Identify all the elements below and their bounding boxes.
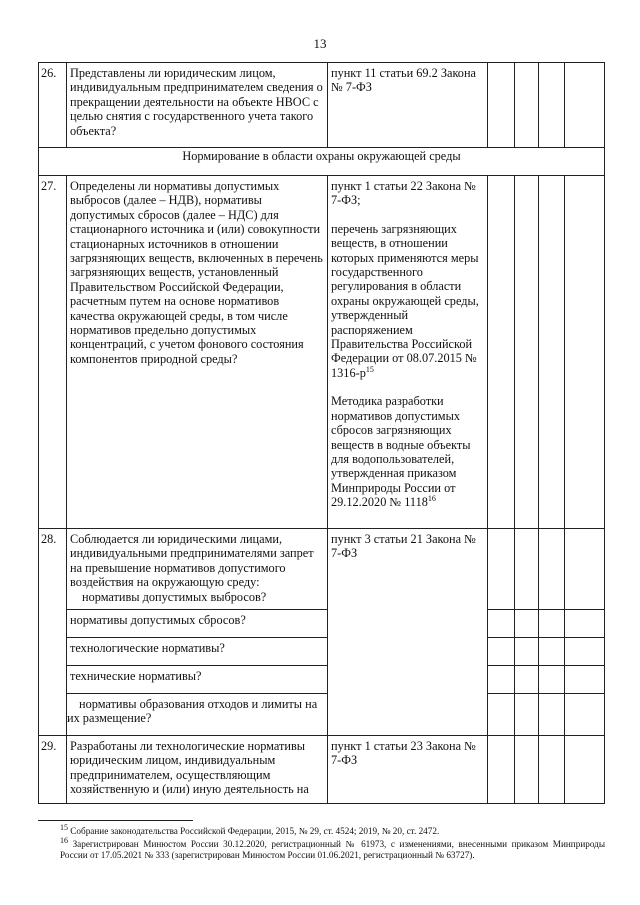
answer-cell-no[interactable] <box>515 736 539 804</box>
question-text: Определены ли нормативы допустимых выбросов (далее – НДВ), нормативы допустимых сбросов (далее – НДС) для стационарного источника и (или) совокупности стационарных источников в отношении загрязняющих веществ, включенных в перечень загрязняющих веществ, установленный Правительством Российской Федерации, расчетным путем на основе нормативов качества окружающей среды, в том числе нормативов предельно допустимых концентраций, с учетом фонового состояния компонентов природной среды? <box>70 179 323 366</box>
answer-cell-na[interactable] <box>539 694 565 736</box>
comment-cell[interactable] <box>565 63 605 148</box>
table-row-26 <box>39 63 605 148</box>
answer-cell-yes[interactable] <box>488 176 515 529</box>
comment-cell[interactable] <box>565 529 605 610</box>
comment-cell[interactable] <box>565 176 605 529</box>
question-text: Соблюдается ли юридическими лицами, индивидуальными предпринимателями запрет на превышение нормативов допустимого воздействия на окружающую среду: <box>70 532 314 590</box>
reference-cell <box>328 63 488 148</box>
legal-reference: пункт 1 статьи 23 Закона № 7-ФЗ <box>331 739 476 768</box>
row-number: 29. <box>39 736 67 804</box>
answer-cell-yes[interactable] <box>488 638 515 666</box>
table-row-28-sub <box>39 638 605 666</box>
table-row-27 <box>39 176 605 529</box>
table-row-28-sub <box>39 666 605 694</box>
question-cell <box>67 736 328 804</box>
answer-cell-na[interactable] <box>539 610 565 638</box>
legal-reference: пункт 1 статьи 22 Закона № 7-ФЗ; <box>331 179 476 208</box>
footnote-marker: 15 <box>365 364 374 374</box>
footnote-number: 15 <box>60 822 68 832</box>
sub-question-emissions: нормативы допустимых выбросов? <box>82 589 267 604</box>
answer-cell-no[interactable] <box>515 694 539 736</box>
answer-cell-na[interactable] <box>539 176 565 529</box>
row-number: 26. <box>39 63 67 148</box>
footnote-divider <box>38 820 193 821</box>
question-cell <box>67 63 328 148</box>
answer-cell-na[interactable] <box>539 736 565 804</box>
answer-cell-no[interactable] <box>515 63 539 148</box>
legal-reference-methodology <box>331 394 484 509</box>
footnote-15 <box>60 822 605 838</box>
comment-cell[interactable] <box>565 610 605 638</box>
checklist-table <box>38 62 605 804</box>
answer-cell-no[interactable] <box>515 666 539 694</box>
question-cell <box>67 529 328 610</box>
table-row-28 <box>39 529 605 610</box>
question-text: Разработаны ли технологические нормативы юридическим лицом, индивидуальным предпринимателем, осуществляющим хозяйственную и (или) иную деятельность на <box>70 739 309 797</box>
table-row-28-sub <box>39 694 605 736</box>
row-number: 27. <box>39 176 67 529</box>
section-header-row <box>39 148 605 176</box>
answer-cell-no[interactable] <box>515 176 539 529</box>
legal-reference-list <box>331 222 484 380</box>
footnote-16 <box>60 835 605 862</box>
sub-question-discharges: нормативы допустимых сбросов? <box>67 610 328 638</box>
row-number: 28. <box>39 529 67 736</box>
answer-cell-yes[interactable] <box>488 610 515 638</box>
legal-reference: пункт 11 статьи 69.2 Закона № 7-ФЗ <box>331 66 476 95</box>
comment-cell[interactable] <box>565 638 605 666</box>
footnote-text: Зарегистрирован Минюстом России 30.12.2020, регистрационный № 61973, с изменениями, внесенными приказом Минприроды России от 17.05.2021 № 333 (зарегистрирован Минюстом России 01.06.2021, регистрационный № 63727). <box>60 838 605 860</box>
legal-reference-text: перечень загрязняющих веществ, в отношении которых применяются меры государственного регулирования в области охраны окружающей среды, утвержденный распоряжением Правительства Российской Федерации от 08.07.2015 № 1316-р <box>331 221 479 380</box>
reference-cell <box>328 736 488 804</box>
answer-cell-yes[interactable] <box>488 63 515 148</box>
page-number: 13 <box>313 36 327 51</box>
legal-reference: пункт 3 статьи 21 Закона № 7-ФЗ <box>331 532 476 561</box>
comment-cell[interactable] <box>565 736 605 804</box>
answer-cell-no[interactable] <box>515 610 539 638</box>
answer-cell-yes[interactable] <box>488 666 515 694</box>
footnote-number: 16 <box>60 835 68 845</box>
answer-cell-no[interactable] <box>515 638 539 666</box>
table-row-28-sub <box>39 610 605 638</box>
question-text: Представлены ли юридическим лицом, индивидуальным предпринимателем сведения о прекращении деятельности на объекте НВОС с целью снятия с государственного учета такого объекта? <box>70 66 323 138</box>
sub-question-technological: технологические нормативы? <box>67 638 328 666</box>
table-row-29 <box>39 736 605 804</box>
answer-cell-yes[interactable] <box>488 694 515 736</box>
footnote-text: Собрание законодательства Российской Федерации, 2015, № 29, ст. 4524; 2019, № 20, ст. 2472. <box>70 826 440 836</box>
answer-cell-na[interactable] <box>539 638 565 666</box>
answer-cell-no[interactable] <box>515 529 539 610</box>
answer-cell-yes[interactable] <box>488 529 515 610</box>
answer-cell-na[interactable] <box>539 529 565 610</box>
question-cell <box>67 176 328 529</box>
answer-cell-na[interactable] <box>539 63 565 148</box>
sub-question-waste: нормативы образования отходов и лимиты на их размещение? <box>67 694 328 736</box>
reference-cell <box>328 529 488 736</box>
footnote-marker: 16 <box>427 494 436 504</box>
answer-cell-na[interactable] <box>539 666 565 694</box>
answer-cell-yes[interactable] <box>488 736 515 804</box>
legal-reference-text: Методика разработки нормативов допустимых сбросов загрязняющих веществ в водные объекты для водопользователей, утвержденная приказом Минприроды России от 29.12.2020 № 1118 <box>331 394 471 510</box>
comment-cell[interactable] <box>565 694 605 736</box>
footnotes <box>60 822 605 863</box>
comment-cell[interactable] <box>565 666 605 694</box>
sub-question-technical: технические нормативы? <box>67 666 328 694</box>
section-title: Нормирование в области охраны окружающей среды <box>39 148 605 176</box>
reference-cell <box>328 176 488 529</box>
